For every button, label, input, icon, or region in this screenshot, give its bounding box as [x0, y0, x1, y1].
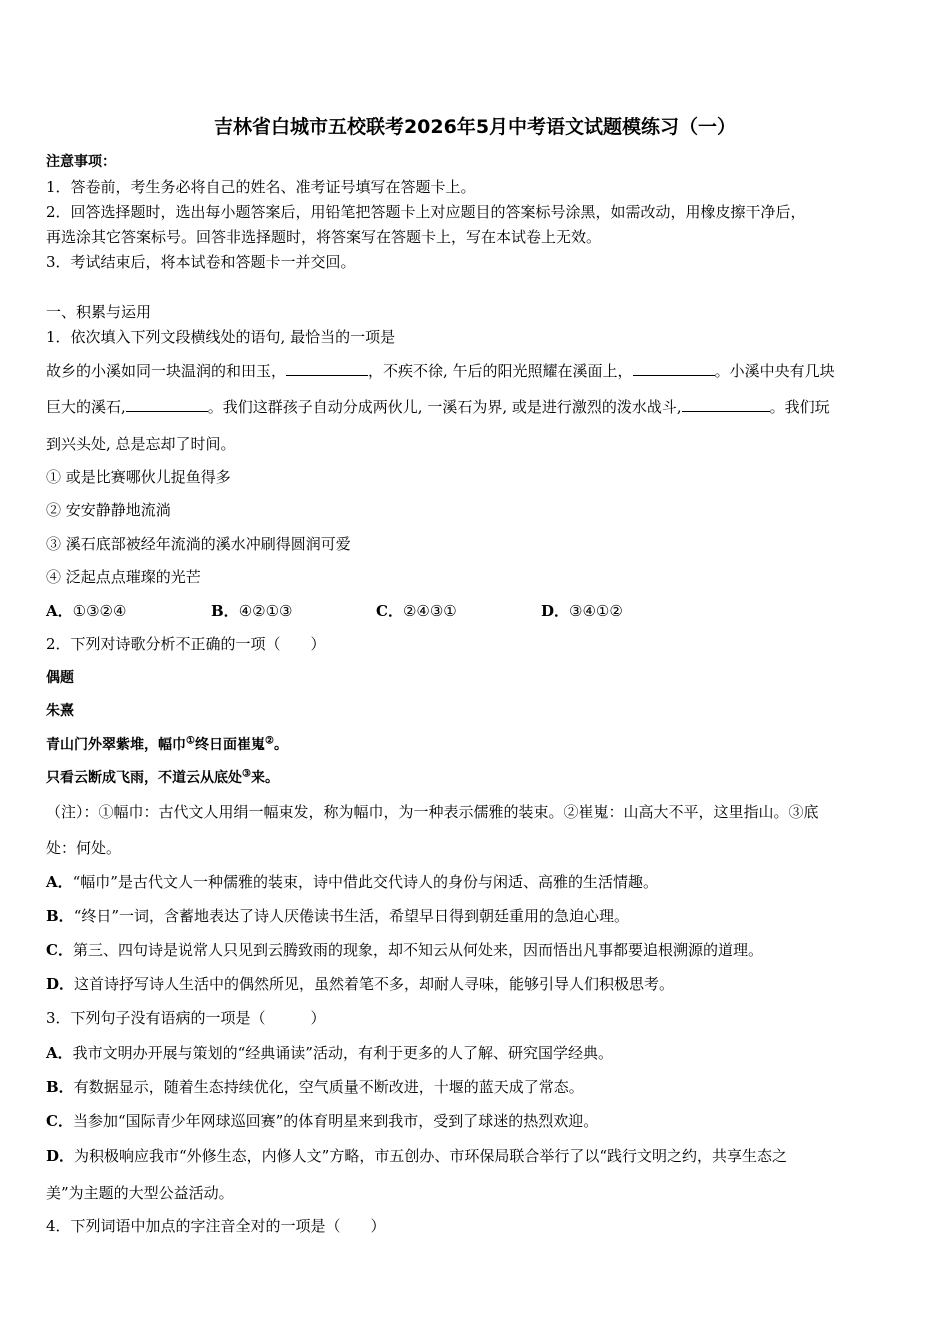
q1-item-1: ① 或是比赛哪伙儿捉鱼得多	[46, 468, 231, 486]
notice-item-3: 3．考试结束后，将本试卷和答题卡一并交回。	[46, 253, 356, 271]
q1-option-c[interactable]: C．②④③①	[376, 602, 457, 620]
blank-1	[286, 362, 368, 376]
note-marker-3: ③	[242, 768, 251, 780]
q1-option-a[interactable]: A．①③②④	[46, 602, 127, 620]
q2-option-b[interactable]: B．“终日”一词，含蓄地表达了诗人厌倦读书生活，希望早日得到朝廷重用的急迫心理。	[46, 907, 630, 925]
note-marker-2: ②	[264, 735, 274, 747]
poem-title: 偶题	[46, 670, 74, 686]
blank-2	[633, 362, 715, 376]
q1-stem: 1．依次填入下列文段横线处的语句, 最恰当的一项是	[46, 328, 396, 346]
q1-passage-1a: 故乡的小溪如同一块温润的和田玉，	[46, 362, 287, 380]
poem-author: 朱熹	[46, 703, 74, 719]
q3-stem: 3．下列句子没有语病的一项是（ ）	[46, 1009, 326, 1027]
q4-stem: 4．下列词语中加点的字注音全对的一项是（ ）	[46, 1217, 386, 1235]
q1-option-d[interactable]: D．③④①②	[541, 602, 623, 620]
q3-option-d-cont: 美”为主题的大型公益活动。	[46, 1184, 234, 1202]
note-marker-1: ①	[186, 735, 195, 747]
q3-option-d[interactable]: D．为积极响应我市“外修生态，内修人文”方略，市五创办、市环保局联合举行了以“践行文明之约，共享生态之	[46, 1147, 788, 1165]
notice-item-2: 2．回答选择题时，选出每小题答案后，用铅笔把答题卡上对应题目的答案标号涂黑，如需改动，用橡皮擦干净后，	[46, 203, 806, 221]
poem-line-2: 只看云断成飞雨，不道云从底处③来。	[46, 768, 279, 786]
q2-option-a[interactable]: A．“幅巾”是古代文人一种儒雅的装束，诗中借此交代诗人的身份与闲适、高雅的生活情趣。	[46, 873, 658, 891]
notice-item-1: 1．答卷前，考生务必将自己的姓名、准考证号填写在答题卡上。	[46, 178, 476, 196]
poem-line-1: 青山门外翠紫堆，幅巾①终日面崔嵬②。	[46, 735, 288, 753]
q3-option-c[interactable]: C．当参加“国际青少年网球巡回赛”的体育明星来到我市，受到了球迷的热烈欢迎。	[46, 1112, 599, 1130]
q3-option-b[interactable]: B．有数据显示，随着生态持续优化，空气质量不断改进，十堰的蓝天成了常态。	[46, 1078, 584, 1096]
q1-option-b[interactable]: B．④②①③	[211, 602, 293, 620]
q2-option-c[interactable]: C．第三、四句诗是说常人只见到云腾致雨的现象，却不知云从何处来，因而悟出凡事都要追根溯源的道理。	[46, 941, 763, 959]
q1-passage-1c: 。小溪中央有几块	[714, 362, 835, 380]
notice-heading: 注意事项：	[46, 154, 116, 170]
q1-passage-line-3: 到兴头处, 总是忘却了时间。	[46, 435, 236, 453]
q1-passage-2b: 。我们这群孩子自动分成两伙儿, 一溪石为界, 或是进行激烈的泼水战斗,	[207, 398, 682, 416]
q1-passage-2a: 巨大的溪石,	[46, 398, 126, 416]
section-heading: 一、积累与运用	[46, 303, 152, 321]
q1-item-3: ③ 溪石底部被经年流淌的溪水冲刷得圆润可爱	[46, 535, 351, 553]
q1-item-2: ② 安安静静地流淌	[46, 501, 171, 519]
q1-passage-1b: ，不疾不徐, 午后的阳光照耀在溪面上，	[368, 362, 633, 380]
q1-passage-2c: 。我们玩	[769, 398, 830, 416]
q3-option-a[interactable]: A．我市文明办开展与策划的“经典诵读”活动，有利于更多的人了解、研究国学经典。	[46, 1044, 613, 1062]
q2-option-d[interactable]: D．这首诗抒写诗人生活中的偶然所见，虽然着笔不多，却耐人寻味，能够引导人们积极思考。	[46, 975, 675, 993]
poem-annotation-cont: 处：何处。	[46, 839, 122, 857]
q1-options	[46, 601, 623, 621]
q1-passage-line-2	[46, 397, 830, 417]
q1-item-4: ④ 泛起点点璀璨的光芒	[46, 568, 201, 586]
notice-item-2-cont: 再选涂其它答案标号。回答非选择题时，将答案写在答题卡上，写在本试卷上无效。	[46, 228, 602, 246]
poem-annotation: （注）：①幅巾：古代文人用绢一幅束发，称为幅巾，为一种表示儒雅的装束。②崔嵬：山高大不平，这里指山。③底	[46, 803, 819, 821]
q2-stem: 2．下列对诗歌分析不正确的一项（ ）	[46, 635, 326, 653]
blank-3	[126, 398, 208, 412]
q1-passage-line-1	[46, 361, 835, 381]
exam-title: 吉林省白城市五校联考2026年5月中考语文试题模练习（一）	[213, 116, 737, 138]
blank-4	[682, 398, 770, 412]
